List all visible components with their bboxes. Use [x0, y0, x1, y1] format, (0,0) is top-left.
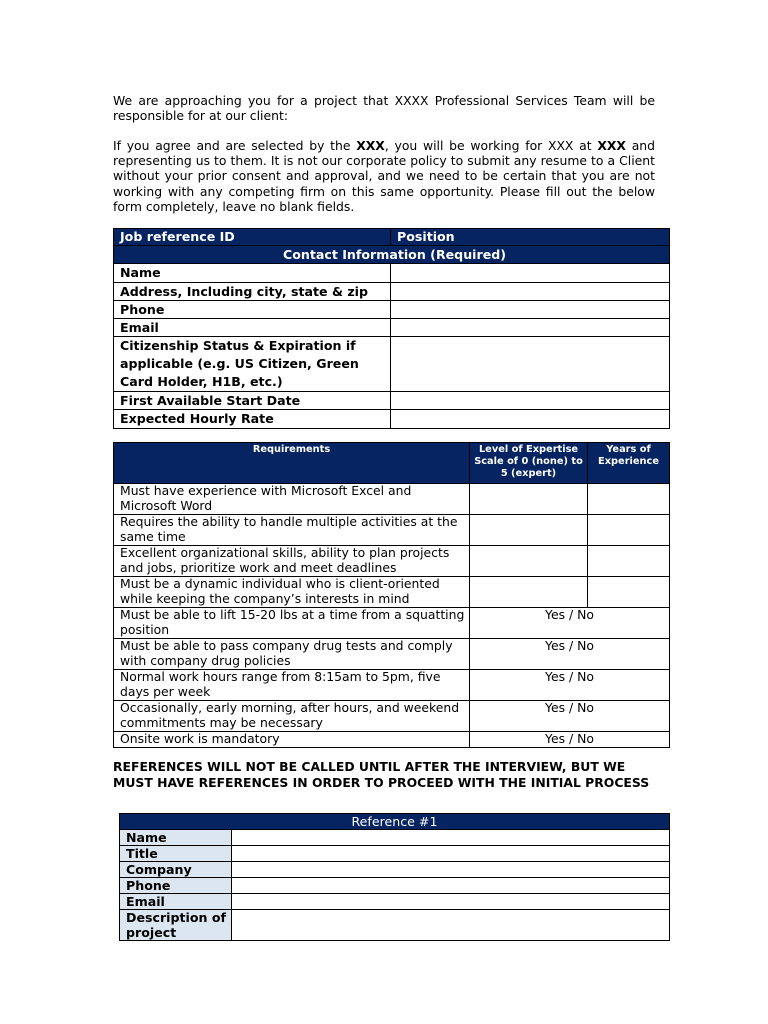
requirements-table: [113, 442, 670, 748]
references-notice: REFERENCES WILL NOT BE CALLED UNTIL AFTER THE INTERVIEW, BUT WE MUST HAVE REFERENCES IN ORDER TO PROCEED WITH THE INITIAL PROCESS: [113, 759, 650, 790]
yes-no-answer[interactable]: Yes / No: [470, 639, 670, 670]
reference-company-field[interactable]: [232, 862, 670, 878]
requirement-text: Requires the ability to handle multiple activities at the same time: [114, 515, 470, 546]
years-experience-header: Years of Experience: [588, 443, 670, 484]
requirement-text: Onsite work is mandatory: [114, 732, 470, 748]
requirement-text: Must be able to lift 15-20 lbs at a time from a squatting position: [114, 608, 470, 639]
position-label: Position: [391, 229, 670, 246]
reference-email-field[interactable]: [232, 894, 670, 910]
reference-title-label: Title: [120, 846, 232, 862]
job-reference-id-label: Job reference ID: [114, 229, 391, 246]
requirement-text: Must be able to pass company drug tests and comply with company drug policies: [114, 639, 470, 670]
citizenship-label: Citizenship Status & Expiration if applicable (e.g. US Citizen, Green Card Holder, H1B, etc.): [114, 337, 391, 392]
reference-description-label: Description of project: [120, 910, 232, 941]
hourly-rate-label: Expected Hourly Rate: [114, 410, 391, 429]
name-field[interactable]: [391, 264, 670, 283]
intro-paragraph-1: We are approaching you for a project that XXXX Professional Services Team will be responsible for at our client:: [113, 93, 655, 124]
yes-no-answer[interactable]: Yes / No: [470, 608, 670, 639]
reference-company-label: Company: [120, 862, 232, 878]
email-field[interactable]: [391, 319, 670, 337]
requirement-text: Normal work hours range from 8:15am to 5pm, five days per week: [114, 670, 470, 701]
start-date-label: First Available Start Date: [114, 392, 391, 410]
years-experience-field[interactable]: [588, 546, 670, 577]
expertise-level-field[interactable]: [470, 546, 588, 577]
name-label: Name: [114, 264, 391, 283]
reference-name-field[interactable]: [232, 830, 670, 846]
hourly-rate-field[interactable]: [391, 410, 670, 429]
yes-no-answer[interactable]: Yes / No: [470, 670, 670, 701]
client-placeholder: XXX: [356, 138, 385, 153]
address-label: Address, Including city, state & zip: [114, 283, 391, 301]
contact-section-title: Contact Information (Required): [114, 246, 670, 264]
start-date-field[interactable]: [391, 392, 670, 410]
location-placeholder: XXX: [597, 138, 626, 153]
expertise-level-field[interactable]: [470, 577, 588, 608]
contact-info-table: [113, 228, 670, 429]
requirements-header: Requirements: [114, 443, 470, 484]
reference-phone-field[interactable]: [232, 878, 670, 894]
reference-title: Reference #1: [120, 814, 670, 830]
intro-paragraph-2: [113, 138, 655, 214]
intro-text: and representing us to them. It is not our corporate policy to submit any resume to a Client without your prior consent and approval, and we need to be certain that you are not working with any competing firm on this same opportunity. Please fill out the below form completely, leave no blank fields.: [113, 138, 656, 214]
reference-phone-label: Phone: [120, 878, 232, 894]
intro-text: , you will be working for XXX at: [384, 138, 598, 153]
email-label: Email: [114, 319, 391, 337]
expertise-level-field[interactable]: [470, 484, 588, 515]
phone-label: Phone: [114, 301, 391, 319]
requirement-text: Occasionally, early morning, after hours, and weekend commitments may be necessary: [114, 701, 470, 732]
yes-no-answer[interactable]: Yes / No: [470, 732, 670, 748]
requirement-text: Excellent organizational skills, ability to plan projects and jobs, prioritize work and meet deadlines: [114, 546, 470, 577]
requirement-text: Must have experience with Microsoft Excel and Microsoft Word: [114, 484, 470, 515]
yes-no-answer[interactable]: Yes / No: [470, 701, 670, 732]
reference-email-label: Email: [120, 894, 232, 910]
years-experience-field[interactable]: [588, 577, 670, 608]
citizenship-field[interactable]: [391, 337, 670, 392]
years-experience-field[interactable]: [588, 484, 670, 515]
intro-text: If you agree and are selected by the: [113, 138, 357, 153]
reference-description-field[interactable]: [232, 910, 670, 941]
years-experience-field[interactable]: [588, 515, 670, 546]
reference-name-label: Name: [120, 830, 232, 846]
address-field[interactable]: [391, 283, 670, 301]
reference-table: [119, 813, 670, 941]
expertise-level-field[interactable]: [470, 515, 588, 546]
reference-title-field[interactable]: [232, 846, 670, 862]
phone-field[interactable]: [391, 301, 670, 319]
expertise-level-header: Level of Expertise Scale of 0 (none) to 5 (expert): [470, 443, 588, 484]
requirement-text: Must be a dynamic individual who is client-oriented while keeping the company’s interests in mind: [114, 577, 470, 608]
